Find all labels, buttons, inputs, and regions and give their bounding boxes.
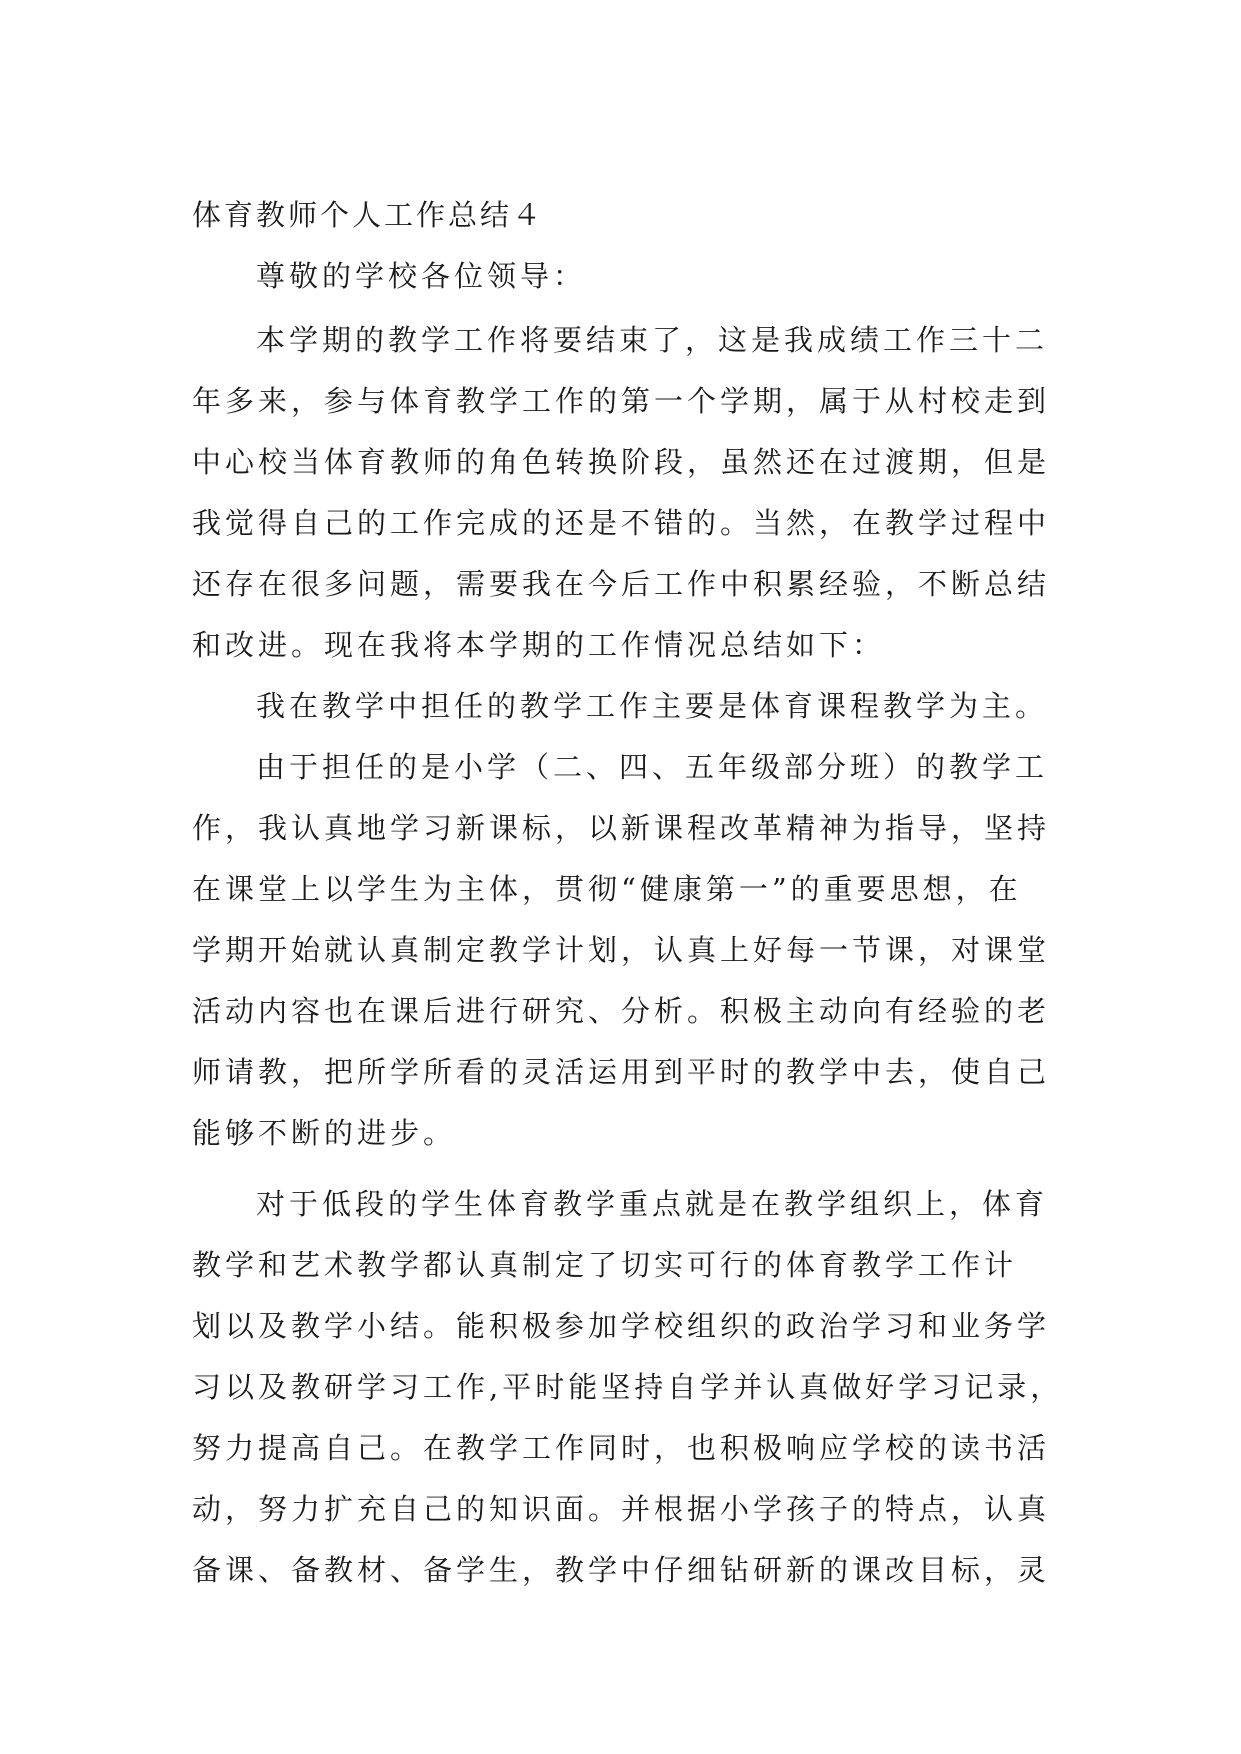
paragraph-line: 习以及教研学习工作,平时能坚持自学并认真做好学习记录， (192, 1370, 1064, 1404)
paragraph-line: 作，我认真地学习新课标，以新课程改革精神为指导，坚持 (192, 811, 1051, 845)
paragraph-line: 学期开始就认真制定教学计划，认真上好每一节课，对课堂 (192, 933, 1051, 967)
paragraph-line: 本学期的教学工作将要结束了，这是我成绩工作三十二 (256, 323, 1049, 357)
paragraph-line: 我觉得自己的工作完成的还是不错的。当然，在教学过程中 (192, 506, 1051, 540)
paragraph-line: 中心校当体育教师的角色转换阶段，虽然还在过渡期，但是 (192, 445, 1051, 479)
paragraph-line: 能够不断的进步。 (192, 1116, 457, 1150)
paragraph-line: 努力提高自己。在教学工作同时，也积极响应学校的读书活 (192, 1431, 1051, 1465)
document-title: 体育教师个人工作总结４ (192, 198, 545, 232)
paragraph-line: 备课、备教材、备学生，教学中仔细钻研新的课改目标，灵 (192, 1553, 1051, 1587)
paragraph-line: 我在教学中担任的教学工作主要是体育课程教学为主。 (256, 689, 1049, 723)
paragraph-line: 划以及教学小结。能积极参加学校组织的政治学习和业务学 (192, 1309, 1051, 1343)
paragraph-line: 对于低段的学生体育教学重点就是在教学组织上，体育 (256, 1187, 1049, 1221)
paragraph-line: 教学和艺术教学都认真制定了切实可行的体育教学工作计 (192, 1248, 1018, 1282)
paragraph-line: 师请教，把所学所看的灵活运用到平时的教学中去，使自己 (192, 1055, 1051, 1089)
paragraph-line: 年多来，参与体育教学工作的第一个学期，属于从村校走到 (192, 384, 1051, 418)
salutation: 尊敬的学校各位领导： (256, 259, 587, 293)
paragraph-line: 动，努力扩充自己的知识面。并根据小学孩子的特点，认真 (192, 1492, 1051, 1526)
paragraph-line: 在课堂上以学生为主体，贯彻“健康第一”的重要思想，在 (192, 872, 1022, 906)
paragraph-line: 由于担任的是小学（二、四、五年级部分班）的教学工 (256, 750, 1049, 784)
paragraph-line: 活动内容也在课后进行研究、分析。积极主动向有经验的老 (192, 994, 1051, 1028)
paragraph-line: 和改进。现在我将本学期的工作情况总结如下： (192, 628, 886, 662)
paragraph-line: 还存在很多问题，需要我在今后工作中积累经验，不断总结 (192, 567, 1051, 601)
